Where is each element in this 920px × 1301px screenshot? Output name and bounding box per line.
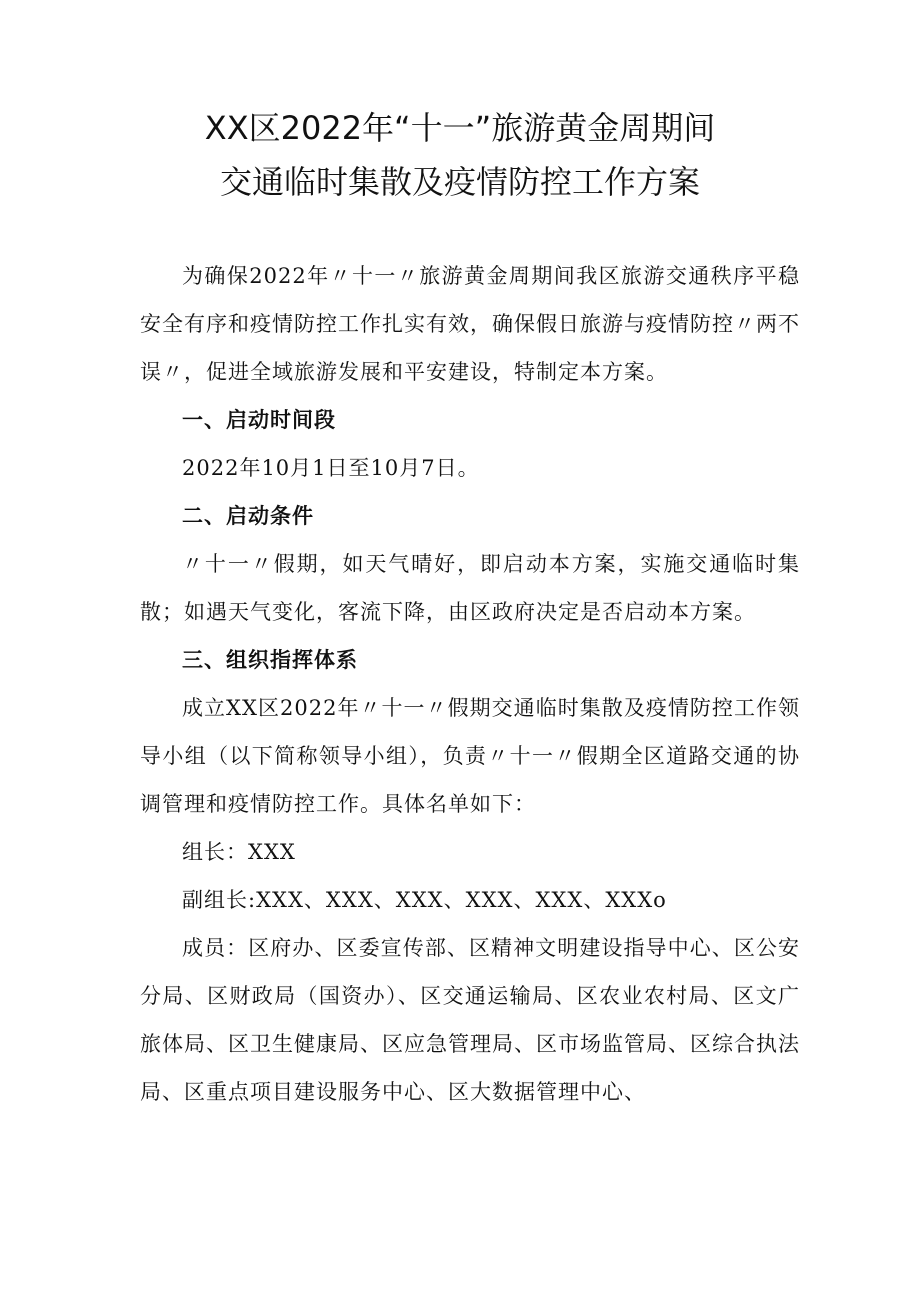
document-title-line2: 交通临时集散及疫情防控工作方案 xyxy=(219,163,700,201)
deputy-line: 副组长:XXX、XXX、XXX、XXX、XXX、XXXo xyxy=(182,888,667,912)
members-paragraph: 成员：区府办、区委宣传部、区精神文明建设指导中心、区公安分局、区财政局（国资办）、区交通运输局、区农业农村局、区文广旅体局、区卫生健康局、区应急管理局、区市场监管局、区综合执法局、区重点项目建设服务中心、区大数据管理中心、 xyxy=(140,936,800,1104)
section2-heading: 二、启动条件 xyxy=(182,504,314,528)
document-body xyxy=(140,252,800,1116)
section3-heading: 三、组织指挥体系 xyxy=(182,648,358,672)
document-title-line1: XX区2022年“十一”旅游黄金周期间 xyxy=(204,109,716,147)
intro-paragraph: 为确保2022年〃十一〃旅游黄金周期间我区旅游交通秩序平稳安全有序和疫情防控工作扎实有效，确保假日旅游与疫情防控〃两不误〃，促进全域旅游发展和平安建设，特制定本方案。 xyxy=(140,264,800,384)
leader-line: 组长：XXX xyxy=(182,840,296,864)
section3-text: 成立XX区2022年〃十一〃假期交通临时集散及疫情防控工作领导小组（以下简称领导小组），负责〃十一〃假期全区道路交通的协调管理和疫情防控工作。具体名单如下： xyxy=(140,696,800,816)
section1-heading: 一、启动时间段 xyxy=(182,408,336,432)
section2-text: 〃十一〃假期，如天气晴好，即启动本方案，实施交通临时集散；如遇天气变化，客流下降，由区政府决定是否启动本方案。 xyxy=(140,552,800,624)
section1-text: 2022年10月1日至10月7日。 xyxy=(182,456,480,480)
